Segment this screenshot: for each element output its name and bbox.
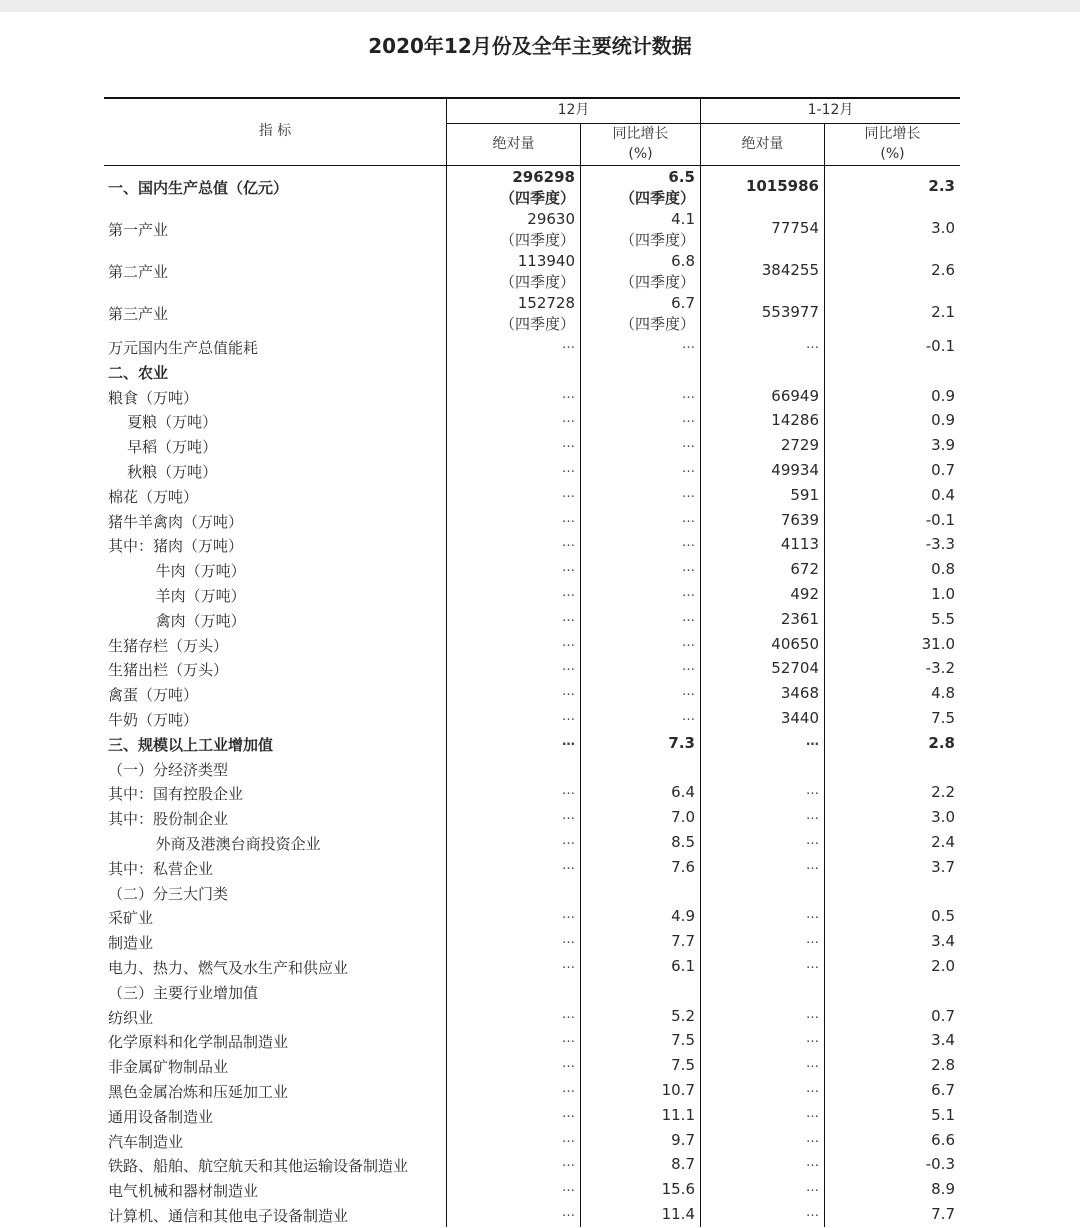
cell-month-growth: 9.7 xyxy=(671,1130,695,1149)
cell-month-abs: … xyxy=(562,436,575,452)
cell-year-growth: 0.4 xyxy=(931,485,955,504)
row-label: 铁路、船舶、航空航天和其他运输设备制造业 xyxy=(108,1157,409,1176)
cell-month-growth: 6.1 xyxy=(671,956,695,975)
cell-month-growth: … xyxy=(682,684,695,700)
row-label: （一）分经济类型 xyxy=(108,760,229,779)
cell-year-abs: … xyxy=(806,1155,819,1171)
cell-year-growth: 5.5 xyxy=(931,609,955,628)
table-row xyxy=(104,434,960,459)
cell-month-abs: … xyxy=(562,1080,575,1096)
cell-month-growth: … xyxy=(682,510,695,526)
cell-year-abs: … xyxy=(806,1180,819,1196)
cell-month-growth xyxy=(581,293,695,335)
cell-year-growth: 3.0 xyxy=(931,219,955,237)
cell-month-growth xyxy=(581,251,695,293)
row-label: 三、规模以上工业增加值 xyxy=(108,735,274,754)
cell-month-abs: … xyxy=(562,510,575,526)
cell-month-growth: 5.2 xyxy=(671,1006,695,1025)
cell-month-abs: … xyxy=(562,560,575,576)
cell-month-growth xyxy=(581,209,695,251)
cell-month-abs-period: （四季度） xyxy=(499,273,575,291)
cell-month-growth: 10.7 xyxy=(661,1080,695,1099)
cell-year-growth: 31.0 xyxy=(921,634,955,653)
cell-year-abs: … xyxy=(806,1080,819,1096)
cell-year-abs: 7639 xyxy=(780,510,819,529)
cell-month-abs: … xyxy=(562,932,575,948)
row-label: 通用设备制造业 xyxy=(108,1107,214,1126)
table-row xyxy=(104,583,960,608)
table-row xyxy=(104,806,960,831)
row-label: 生猪存栏（万头） xyxy=(108,636,229,655)
cell-year-growth: 2.2 xyxy=(931,783,955,802)
header-year-abs: 绝对量 xyxy=(741,136,784,152)
row-label: 万元国内生产总值能耗 xyxy=(108,339,259,357)
table-row xyxy=(104,293,960,335)
cell-year-abs: 672 xyxy=(790,560,819,579)
table-row xyxy=(104,682,960,707)
cell-year-growth: 4.8 xyxy=(931,684,955,703)
cell-month-growth: 7.7 xyxy=(671,932,695,951)
cell-year-growth: 0.9 xyxy=(931,386,955,405)
cell-month-abs: … xyxy=(562,733,575,749)
row-label: 第一产业 xyxy=(108,221,169,239)
cell-month-abs: … xyxy=(562,584,575,600)
row-label: 一、国内生产总值（亿元） xyxy=(108,179,289,197)
cell-year-abs: 553977 xyxy=(761,303,819,321)
row-label: 汽车制造业 xyxy=(108,1132,184,1151)
cell-year-growth: 0.9 xyxy=(931,411,955,430)
cell-month-growth-period: （四季度） xyxy=(619,231,695,249)
cell-year-growth: -0.3 xyxy=(925,1155,955,1174)
cell-month-abs-value: 152728 xyxy=(517,294,575,312)
cell-year-abs: 384255 xyxy=(761,261,819,279)
row-label: 制造业 xyxy=(108,934,154,953)
cell-year-growth: 7.7 xyxy=(931,1204,955,1223)
cell-month-abs: … xyxy=(562,907,575,923)
table-row xyxy=(104,1129,960,1154)
table-row xyxy=(104,1005,960,1030)
cell-year-abs: 492 xyxy=(790,584,819,603)
row-label: 秋粮（万吨） xyxy=(108,462,218,481)
cell-month-growth-value: 6.5 xyxy=(668,168,695,186)
cell-month-growth: … xyxy=(682,560,695,576)
cell-year-growth: 3.4 xyxy=(931,1031,955,1050)
cell-year-abs: … xyxy=(806,1006,819,1022)
cell-year-abs: 3468 xyxy=(780,684,819,703)
row-label: 黑色金属冶炼和压延加工业 xyxy=(108,1082,289,1101)
row-label: 第二产业 xyxy=(108,263,169,281)
cell-month-growth: 11.4 xyxy=(661,1204,695,1223)
row-label: 二、农业 xyxy=(108,363,169,382)
cell-year-abs: 4113 xyxy=(780,535,819,554)
table-row xyxy=(104,707,960,732)
row-label: 第三产业 xyxy=(108,305,169,323)
cell-month-abs xyxy=(447,167,575,209)
table-row xyxy=(104,757,960,782)
cell-month-abs-period: （四季度） xyxy=(499,315,575,333)
row-label: 计算机、通信和其他电子设备制造业 xyxy=(108,1206,349,1225)
table-row xyxy=(104,1178,960,1203)
cell-year-abs: 66949 xyxy=(771,386,819,405)
cell-year-growth: 2.0 xyxy=(931,956,955,975)
row-label: 其中：猪肉（万吨） xyxy=(108,537,244,556)
cell-year-growth: -0.1 xyxy=(925,337,955,355)
row-label: 粮食（万吨） xyxy=(108,388,199,407)
cell-year-growth: -0.1 xyxy=(925,510,955,529)
cell-year-growth: -3.3 xyxy=(925,535,955,554)
cell-month-abs: … xyxy=(562,857,575,873)
cell-year-abs: … xyxy=(806,857,819,873)
header-growth-line2: (%) xyxy=(628,146,653,162)
cell-year-growth: 0.7 xyxy=(931,460,955,479)
cell-month-growth: … xyxy=(682,584,695,600)
cell-year-abs: 77754 xyxy=(771,219,819,237)
cell-year-abs: 3440 xyxy=(780,708,819,727)
cell-year-growth: 2.4 xyxy=(931,832,955,851)
table-row xyxy=(104,831,960,856)
table-row xyxy=(104,1153,960,1178)
header-group-year: 1-12月 xyxy=(807,102,854,118)
table-row xyxy=(104,881,960,906)
cell-year-abs: … xyxy=(806,337,819,352)
cell-month-growth-period: （四季度） xyxy=(619,273,695,291)
cell-month-growth: … xyxy=(682,659,695,675)
cell-year-growth: 3.0 xyxy=(931,808,955,827)
header-growth-line2: (%) xyxy=(880,146,905,162)
cell-month-growth: … xyxy=(682,337,695,352)
row-label: 纺织业 xyxy=(108,1008,154,1027)
cell-year-abs: … xyxy=(806,907,819,923)
cell-year-abs: 1015986 xyxy=(745,177,819,195)
cell-year-growth: 2.1 xyxy=(931,303,955,321)
table-row xyxy=(104,980,960,1005)
cell-month-abs: … xyxy=(562,386,575,402)
cell-month-abs: … xyxy=(562,411,575,427)
table-row xyxy=(104,209,960,251)
table-row xyxy=(104,732,960,757)
cell-month-abs: … xyxy=(562,659,575,675)
cell-year-abs: … xyxy=(806,783,819,799)
cell-month-abs xyxy=(447,251,575,293)
cell-month-abs xyxy=(447,209,575,251)
cell-year-abs: 14286 xyxy=(771,411,819,430)
cell-year-growth: 2.8 xyxy=(931,1056,955,1075)
cell-month-growth: 8.7 xyxy=(671,1155,695,1174)
cell-year-abs: 49934 xyxy=(771,460,819,479)
cell-year-abs: 40650 xyxy=(771,634,819,653)
cell-year-abs: … xyxy=(806,1204,819,1220)
cell-month-growth: 11.1 xyxy=(661,1105,695,1124)
cell-year-abs: 52704 xyxy=(771,659,819,678)
cell-year-growth: 7.5 xyxy=(931,708,955,727)
table-row xyxy=(104,856,960,881)
table-row xyxy=(104,459,960,484)
header-indicator: 指 标 xyxy=(258,123,292,139)
cell-month-growth: … xyxy=(682,386,695,402)
table-row xyxy=(104,633,960,658)
cell-year-growth: 2.3 xyxy=(928,177,955,195)
table-row xyxy=(104,385,960,410)
cell-month-abs: … xyxy=(562,609,575,625)
cell-year-growth: 3.4 xyxy=(931,932,955,951)
table-row xyxy=(104,484,960,509)
cell-year-abs: 2729 xyxy=(780,436,819,455)
header-bottom-rule xyxy=(104,165,960,166)
cell-month-abs: … xyxy=(562,337,575,352)
cell-month-abs: … xyxy=(562,956,575,972)
row-label: 电气机械和器材制造业 xyxy=(108,1182,259,1201)
table-row xyxy=(104,335,960,360)
cell-year-abs: … xyxy=(806,1056,819,1072)
cell-month-abs: … xyxy=(562,634,575,650)
cell-month-growth: … xyxy=(682,411,695,427)
cell-month-growth: … xyxy=(682,460,695,476)
cell-month-abs-period: （四季度） xyxy=(499,189,575,207)
cell-month-abs: … xyxy=(562,832,575,848)
cell-month-growth: … xyxy=(682,535,695,551)
cell-month-growth: … xyxy=(682,708,695,724)
cell-month-abs: … xyxy=(562,1006,575,1022)
cell-year-abs: … xyxy=(806,956,819,972)
cell-year-abs: … xyxy=(806,1130,819,1146)
cell-month-growth: 8.5 xyxy=(671,832,695,851)
table-row xyxy=(104,251,960,293)
cell-year-growth: 0.7 xyxy=(931,1006,955,1025)
cell-year-growth: 2.6 xyxy=(931,261,955,279)
cell-month-abs: … xyxy=(562,708,575,724)
cell-year-growth: 3.7 xyxy=(931,857,955,876)
table-row xyxy=(104,930,960,955)
row-label: 早稻（万吨） xyxy=(108,438,218,457)
table-row xyxy=(104,1203,960,1228)
table-row xyxy=(104,1029,960,1054)
cell-month-abs: … xyxy=(562,460,575,476)
table-row xyxy=(104,657,960,682)
cell-month-abs: … xyxy=(562,808,575,824)
cell-year-growth: 8.9 xyxy=(931,1180,955,1199)
row-label: 牛肉（万吨） xyxy=(108,562,246,581)
table-row xyxy=(104,167,960,209)
cell-month-growth: 4.9 xyxy=(671,907,695,926)
cell-year-abs: … xyxy=(806,932,819,948)
cell-month-growth: 6.4 xyxy=(671,783,695,802)
cell-month-growth: … xyxy=(682,609,695,625)
cell-year-abs: … xyxy=(806,832,819,848)
top-bar xyxy=(0,0,1080,12)
page-title: 2020年12月份及全年主要统计数据 xyxy=(368,34,692,58)
cell-month-growth: 7.3 xyxy=(668,733,695,752)
cell-year-abs: … xyxy=(806,733,819,749)
cell-year-abs: … xyxy=(806,808,819,824)
cell-month-growth-period: （四季度） xyxy=(619,315,695,333)
cell-month-growth-value: 6.7 xyxy=(671,294,695,312)
cell-month-growth: … xyxy=(682,485,695,501)
row-label: 电力、热力、燃气及水生产和供应业 xyxy=(108,958,349,977)
row-label: 生猪出栏（万头） xyxy=(108,661,229,680)
cell-year-growth: 0.8 xyxy=(931,560,955,579)
table-row xyxy=(104,1104,960,1129)
header-year-growth xyxy=(825,124,960,164)
row-label: 猪牛羊禽肉（万吨） xyxy=(108,512,244,531)
row-label: 禽肉（万吨） xyxy=(108,611,246,630)
cell-month-growth: 7.5 xyxy=(671,1056,695,1075)
cell-month-abs: … xyxy=(562,535,575,551)
cell-month-growth: 7.6 xyxy=(671,857,695,876)
cell-month-growth: 7.0 xyxy=(671,808,695,827)
cell-month-growth-value: 6.8 xyxy=(671,252,695,270)
cell-month-abs: … xyxy=(562,684,575,700)
cell-month-abs-value: 29630 xyxy=(527,210,575,228)
row-label: 外商及港澳台商投资企业 xyxy=(108,834,321,853)
cell-month-abs: … xyxy=(562,783,575,799)
table-row xyxy=(104,905,960,930)
cell-month-growth-period: （四季度） xyxy=(619,189,695,207)
table-row xyxy=(104,409,960,434)
table-row xyxy=(104,955,960,980)
table-row xyxy=(104,1079,960,1104)
cell-month-growth: 15.6 xyxy=(661,1180,695,1199)
table-row xyxy=(104,558,960,583)
cell-month-abs: … xyxy=(562,1056,575,1072)
cell-year-abs: … xyxy=(806,1105,819,1121)
cell-month-abs: … xyxy=(562,1204,575,1220)
row-label: 夏粮（万吨） xyxy=(108,413,218,432)
cell-month-abs: … xyxy=(562,1130,575,1146)
cell-year-growth: 6.6 xyxy=(931,1130,955,1149)
table-row xyxy=(104,509,960,534)
cell-month-abs-value: 113940 xyxy=(517,252,575,270)
row-label: 棉花（万吨） xyxy=(108,487,199,506)
cell-year-growth: 5.1 xyxy=(931,1105,955,1124)
row-label: 羊肉（万吨） xyxy=(108,586,246,605)
row-label: 采矿业 xyxy=(108,909,154,928)
cell-month-growth: … xyxy=(682,634,695,650)
row-label: 其中：私营企业 xyxy=(108,859,214,878)
cell-year-abs: … xyxy=(806,1031,819,1047)
cell-month-abs-value: 296298 xyxy=(512,168,575,186)
cell-year-abs: 2361 xyxy=(780,609,819,628)
row-label: 牛奶（万吨） xyxy=(108,710,199,729)
row-label: 其中：国有控股企业 xyxy=(108,785,244,804)
cell-year-growth: -3.2 xyxy=(925,659,955,678)
row-label: （三）主要行业增加值 xyxy=(108,983,259,1002)
cell-year-growth: 1.0 xyxy=(931,584,955,603)
cell-month-abs: … xyxy=(562,1155,575,1171)
cell-month-abs: … xyxy=(562,1105,575,1121)
table-row xyxy=(104,360,960,385)
row-label: （二）分三大门类 xyxy=(108,884,229,903)
header-month-abs: 绝对量 xyxy=(492,136,535,152)
row-label: 非金属矿物制品业 xyxy=(108,1058,229,1077)
cell-month-growth xyxy=(581,167,695,209)
cell-month-abs-period: （四季度） xyxy=(499,231,575,249)
header-month-growth xyxy=(581,124,700,164)
header-growth-line1: 同比增长 xyxy=(864,126,921,142)
cell-year-growth: 6.7 xyxy=(931,1080,955,1099)
table-top-rule xyxy=(104,97,960,99)
cell-year-growth: 2.8 xyxy=(928,733,955,752)
table-row xyxy=(104,781,960,806)
cell-month-abs: … xyxy=(562,485,575,501)
cell-month-abs: … xyxy=(562,1031,575,1047)
cell-month-abs xyxy=(447,293,575,335)
cell-month-growth: … xyxy=(682,436,695,452)
cell-year-growth: 0.5 xyxy=(931,907,955,926)
cell-month-abs: … xyxy=(562,1180,575,1196)
cell-year-abs: 591 xyxy=(790,485,819,504)
table-row xyxy=(104,608,960,633)
row-label: 禽蛋（万吨） xyxy=(108,686,199,705)
table-body xyxy=(104,167,960,1228)
cell-month-growth-value: 4.1 xyxy=(671,210,695,228)
header-group-month: 12月 xyxy=(557,102,590,118)
row-label: 其中：股份制企业 xyxy=(108,810,229,829)
row-label: 化学原料和化学制品制造业 xyxy=(108,1033,289,1052)
table-row xyxy=(104,533,960,558)
header-growth-line1: 同比增长 xyxy=(612,126,669,142)
table-row xyxy=(104,1054,960,1079)
cell-month-growth: 7.5 xyxy=(671,1031,695,1050)
cell-year-growth: 3.9 xyxy=(931,436,955,455)
